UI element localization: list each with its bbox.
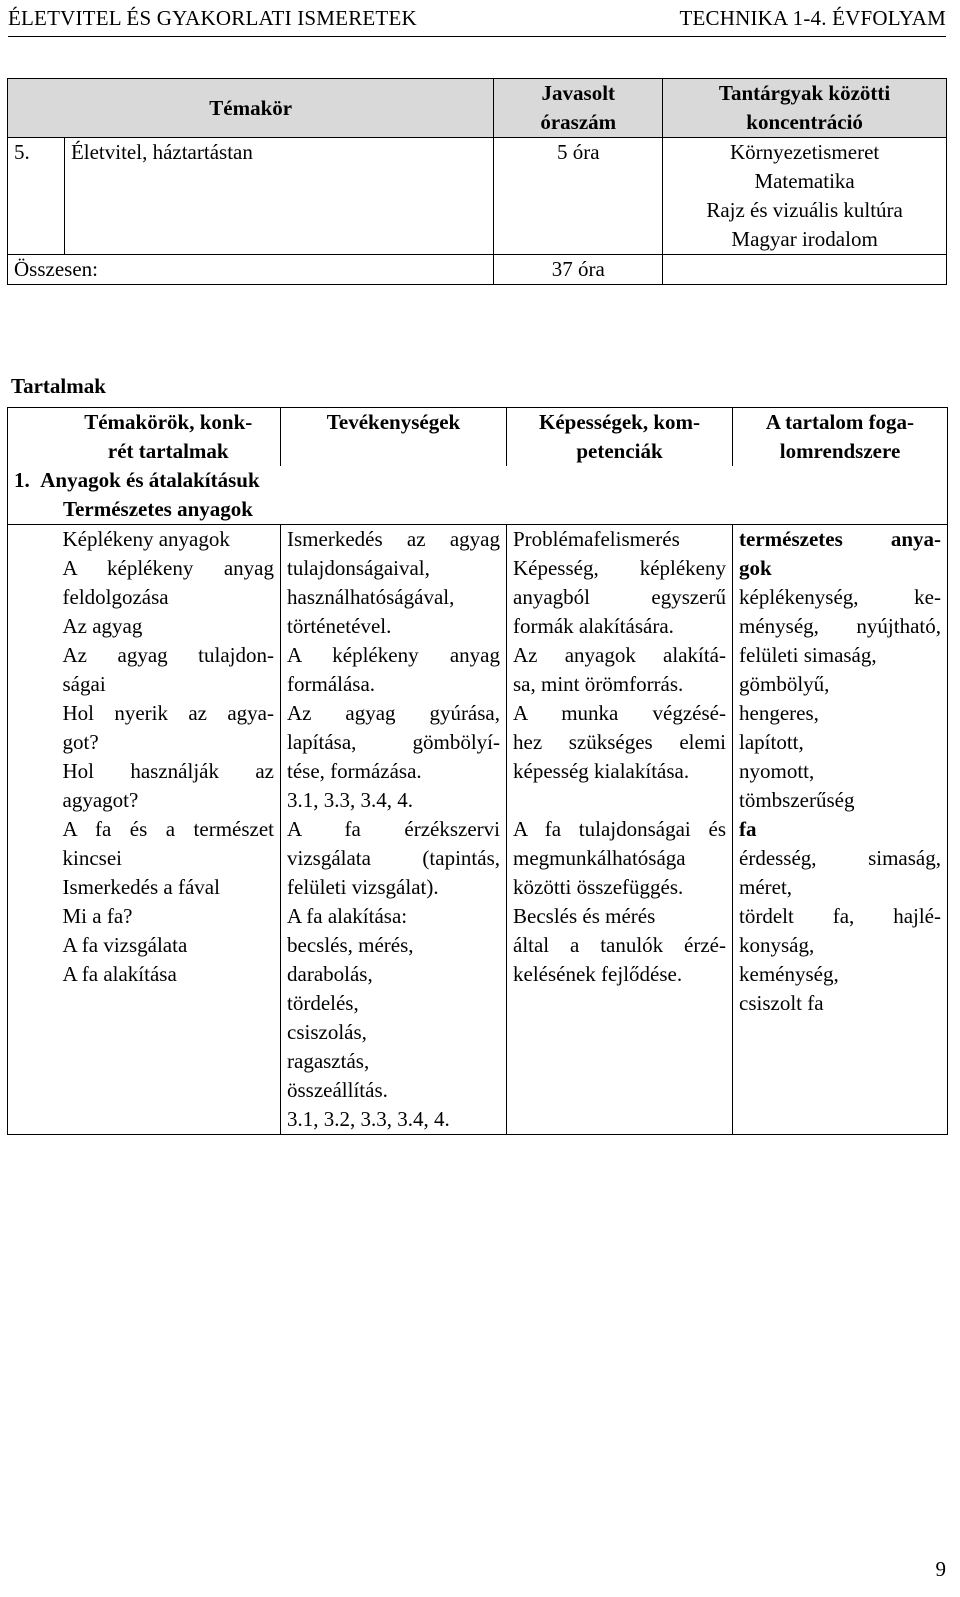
- header-concentration: Tantárgyak közötti koncentráció: [663, 79, 947, 138]
- concept-line: keménység,: [739, 962, 839, 986]
- concept-line: méret,: [739, 875, 793, 899]
- section-title: 1. Anyagok és átalakításuk: [8, 466, 948, 495]
- content-table: [7, 407, 948, 1135]
- subject-item: Magyar irodalom: [731, 227, 878, 251]
- subsection-row: [8, 495, 948, 525]
- concept-line: érdesség, simaság,: [739, 846, 941, 870]
- total-row: [8, 255, 947, 285]
- row-subjects: [663, 138, 947, 255]
- section-label: Tartalmak: [11, 374, 106, 398]
- competency-line: által a tanulók érzé-: [513, 933, 726, 957]
- competency-line: A fa tulajdonságai és: [513, 817, 726, 841]
- total-empty: [663, 255, 947, 285]
- concept-line: tömbszerűség: [739, 788, 855, 812]
- page-number: 9: [935, 1557, 946, 1581]
- concepts-cell: [733, 525, 948, 1135]
- competency-line: kelésének fejlődése.: [513, 962, 683, 986]
- concept-line: természetes anya-: [739, 527, 941, 551]
- activity-line: A fa alakítása:: [287, 904, 408, 928]
- topic-line: A fa vizsgálata: [62, 933, 188, 957]
- subsection-title: Természetes anyagok: [8, 495, 948, 525]
- activity-line: tulajdonságaival,: [287, 556, 430, 580]
- activities-cell: [281, 525, 507, 1135]
- topic-line: A fa és a természet: [62, 817, 274, 841]
- activity-line: A fa érzékszervi: [287, 817, 500, 841]
- competency-line: hez szükséges elemi: [513, 730, 726, 754]
- competency-line: Képesség, képlékeny: [513, 556, 726, 580]
- topic-line: agyagot?: [62, 788, 139, 812]
- activity-line: becslés, mérés,: [287, 933, 414, 957]
- topic-line: Hol használják az: [62, 759, 274, 783]
- row-hours: 5 óra: [494, 138, 663, 255]
- topic-line: Hol nyerik az agya-: [62, 701, 274, 725]
- concept-line: fa: [739, 817, 757, 841]
- subject-item: Rajz és vizuális kultúra: [706, 198, 903, 222]
- header-topic: Témakör: [8, 79, 494, 138]
- competency-gap: [513, 786, 726, 815]
- topic-line: kincsei: [62, 846, 122, 870]
- competency-line: képesség kialakítása.: [513, 759, 690, 783]
- competencies-cell: [507, 525, 733, 1135]
- header-concepts: A tartalom foga- lomrendszere: [733, 408, 948, 467]
- activity-line: formálása.: [287, 672, 376, 696]
- subject-item: Matematika: [754, 169, 855, 193]
- row-number: 5.: [8, 138, 65, 255]
- activity-line: A képlékeny anyag: [287, 643, 500, 667]
- activity-line: vizsgálata (tapintás,: [287, 846, 500, 870]
- competency-line: formák alakítására.: [513, 614, 674, 638]
- concept-line: ménység, nyújtható,: [739, 614, 941, 638]
- activity-line: történetével.: [287, 614, 392, 638]
- concept-line: gok: [739, 556, 772, 580]
- activity-line: ragasztás,: [287, 1049, 370, 1073]
- summary-table: [7, 78, 947, 285]
- activity-line: Az agyag gyúrása,: [287, 701, 500, 725]
- activity-line: lapítása, gömbölyí-: [287, 730, 500, 754]
- competency-line: Az anyagok alakítá-: [513, 643, 726, 667]
- subject-item: Környezetismeret: [729, 140, 880, 164]
- topic-line: Mi a fa?: [62, 904, 133, 928]
- topic-line: Képlékeny anyagok: [62, 527, 230, 551]
- summary-row: [8, 138, 947, 255]
- page-header: [8, 4, 946, 37]
- activity-line: összeállítás.: [287, 1078, 388, 1102]
- header-activities: Tevékenységek: [281, 408, 507, 467]
- header-hours: Javasolt óraszám: [494, 79, 663, 138]
- concept-line: csiszolt fa: [739, 991, 824, 1015]
- activity-line: 3.1, 3.2, 3.3, 3.4, 4.: [287, 1107, 450, 1131]
- topic-line: feldolgozása: [62, 585, 169, 609]
- topic-line: ságai: [62, 672, 106, 696]
- topic-line: A képlékeny anyag: [62, 556, 274, 580]
- row-topic: Életvitel, háztartástan: [64, 138, 493, 255]
- competency-line: sa, mint örömforrás.: [513, 672, 684, 696]
- concept-line: konyság,: [739, 933, 815, 957]
- topic-line: Az agyag tulajdon-: [62, 643, 274, 667]
- concept-line: hengeres,: [739, 701, 819, 725]
- activity-line: tése, formázása.: [287, 759, 422, 783]
- section-row: [8, 466, 948, 495]
- competency-line: A munka végzésé-: [513, 701, 726, 725]
- content-header-row: [8, 408, 948, 467]
- activity-line: használhatóságával,: [287, 585, 455, 609]
- header-competencies: Képességek, kom- petenciák: [507, 408, 733, 467]
- competency-line: Problémafelismerés: [513, 527, 680, 551]
- activity-line: Ismerkedés az agyag: [287, 527, 500, 551]
- activity-line: csiszolás,: [287, 1020, 367, 1044]
- content-row: [8, 525, 948, 1135]
- activity-line: darabolás,: [287, 962, 373, 986]
- header-subject: ÉLETVITEL ÉS GYAKORLATI ISMERETEK: [8, 6, 417, 30]
- activity-line: 3.1, 3.3, 3.4, 4.: [287, 788, 413, 812]
- topic-line: got?: [62, 730, 99, 754]
- competency-line: megmunkálhatósága: [513, 846, 686, 870]
- competency-line: anyagból egyszerű: [513, 585, 726, 609]
- total-hours: 37 óra: [494, 255, 663, 285]
- concept-line: lapított,: [739, 730, 804, 754]
- activity-line: felületi vizsgálat).: [287, 875, 439, 899]
- activity-line: tördelés,: [287, 991, 359, 1015]
- topic-line: Ismerkedés a fával: [62, 875, 220, 899]
- topics-cell: [57, 525, 281, 1135]
- summary-header-row: [8, 79, 947, 138]
- total-label: Összesen:: [8, 255, 494, 285]
- competency-line: közötti összefüggés.: [513, 875, 684, 899]
- concept-line: tördelt fa, hajlé-: [739, 904, 941, 928]
- competency-line: Becslés és mérés: [513, 904, 656, 928]
- header-topics: Témakörök, konk- rét tartalmak: [57, 408, 281, 467]
- header-grade: TECHNIKA 1-4. ÉVFOLYAM: [679, 6, 946, 30]
- concept-line: nyomott,: [739, 759, 815, 783]
- concept-line: képlékenység, ke-: [739, 585, 941, 609]
- topic-line: Az agyag: [62, 614, 143, 638]
- concept-line: gömbölyű,: [739, 672, 830, 696]
- concept-line: felületi simaság,: [739, 643, 877, 667]
- topic-line: A fa alakítása: [62, 962, 177, 986]
